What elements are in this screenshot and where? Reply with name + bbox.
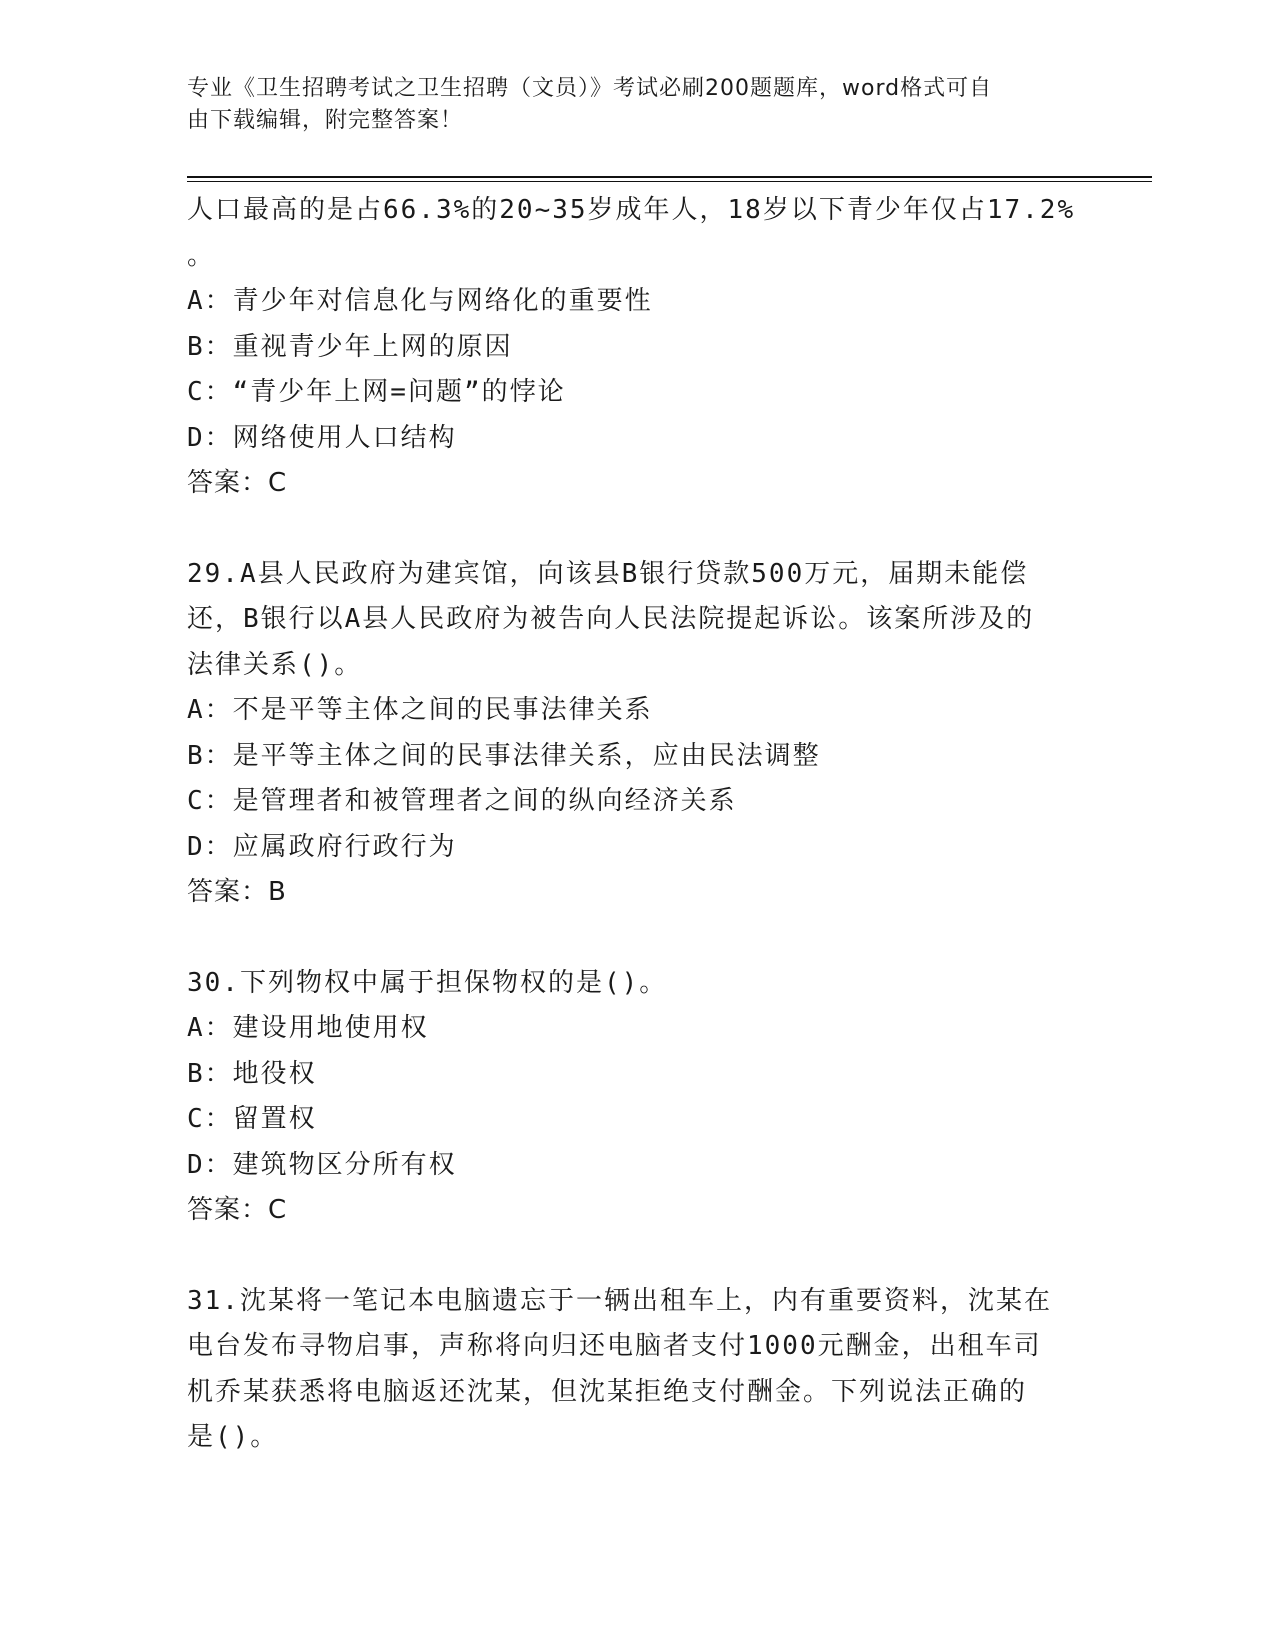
question-text-line: 是()。 bbox=[187, 1422, 279, 1452]
option-b: B：重视青少年上网的原因 bbox=[187, 331, 513, 362]
question-text-line: 还，B银行以A县人民政府为被告向人民法院提起诉讼。该案所涉及的 bbox=[187, 604, 1035, 634]
option-c: C：留置权 bbox=[187, 1104, 317, 1134]
question-spacer bbox=[187, 507, 1087, 552]
question-text-line: 31.沈某将一笔记本电脑遗忘于一辆出租车上，内有重要资料，沈某在 bbox=[187, 1285, 1052, 1316]
question-spacer bbox=[187, 1234, 1087, 1279]
option-c: C：是管理者和被管理者之间的纵向经济关系 bbox=[187, 786, 737, 816]
question-text-line: 电台发布寻物启事，声称将向归还电脑者支付1000元酬金，出租车司 bbox=[187, 1331, 1042, 1361]
question-28-block bbox=[187, 188, 1087, 507]
option-a: A：不是平等主体之间的民事法律关系 bbox=[187, 695, 653, 725]
question-31-block bbox=[187, 1279, 1087, 1461]
question-text-line: 29.A县人民政府为建宾馆，向该县B银行贷款500万元，届期未能偿 bbox=[187, 558, 1029, 589]
option-b: B：地役权 bbox=[187, 1058, 317, 1089]
document-content bbox=[187, 188, 1087, 1461]
question-text-line: 人口最高的是占66.3%的20~35岁成年人，18岁以下青少年仅占17.2% bbox=[187, 195, 1076, 225]
option-d: D：网络使用人口结构 bbox=[187, 422, 457, 453]
option-d: D：建筑物区分所有权 bbox=[187, 1149, 457, 1180]
question-text-line: 。 bbox=[187, 240, 216, 271]
header-rule-thin bbox=[187, 181, 1152, 182]
option-a: A：建设用地使用权 bbox=[187, 1013, 429, 1043]
option-b: B：是平等主体之间的民事法律关系，应由民法调整 bbox=[187, 740, 821, 771]
question-29-block bbox=[187, 552, 1087, 916]
header-line-2: 由下载编辑，附完整答案！ bbox=[187, 108, 464, 133]
question-spacer bbox=[187, 916, 1087, 961]
header-rule-thick bbox=[187, 176, 1152, 178]
question-text-line: 法律关系()。 bbox=[187, 649, 363, 680]
answer-line: 答案：B bbox=[187, 877, 287, 907]
question-30-block bbox=[187, 961, 1087, 1234]
answer-line: 答案：C bbox=[187, 1195, 288, 1225]
option-d: D：应属政府行政行为 bbox=[187, 831, 457, 862]
question-text-line: 机乔某获悉将电脑返还沈某，但沈某拒绝支付酬金。下列说法正确的 bbox=[187, 1376, 1028, 1407]
header-line-1: 专业《卫生招聘考试之卫生招聘（文员）》考试必刷200题题库，word格式可自 bbox=[187, 76, 993, 101]
answer-line: 答案：C bbox=[187, 468, 288, 498]
question-text-line: 30.下列物权中属于担保物权的是()。 bbox=[187, 967, 668, 998]
option-a: A：青少年对信息化与网络化的重要性 bbox=[187, 286, 653, 316]
option-c: C：“青少年上网=问题”的悖论 bbox=[187, 377, 566, 407]
document-header bbox=[187, 73, 1067, 137]
